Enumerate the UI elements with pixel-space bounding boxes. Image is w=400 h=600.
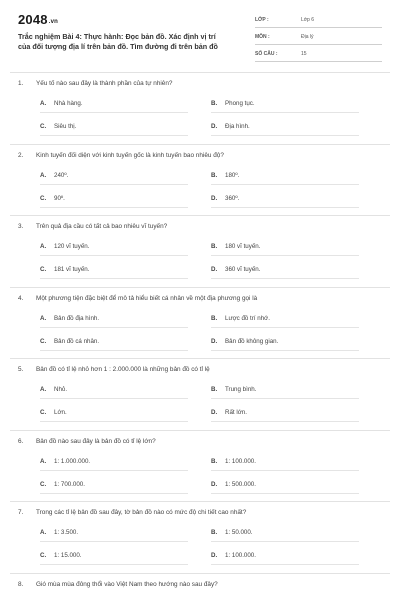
answer-option[interactable] xyxy=(211,338,278,345)
answer-option[interactable] xyxy=(40,386,67,393)
option-underline xyxy=(211,112,359,113)
answer-option[interactable] xyxy=(40,552,82,559)
answer-option[interactable] xyxy=(40,338,99,345)
answer-option[interactable] xyxy=(211,266,260,273)
option-text: 1: 1.000.000. xyxy=(54,457,91,465)
worksheet-meta xyxy=(255,14,382,65)
option-underline xyxy=(211,135,359,136)
option-letter: C. xyxy=(40,123,47,130)
option-underline xyxy=(211,184,359,185)
option-letter: A. xyxy=(40,171,47,179)
site-logo[interactable] xyxy=(18,12,58,27)
question-number: 2. xyxy=(18,151,24,159)
option-text: Trung bình. xyxy=(225,386,257,393)
option-text: 180 vĩ tuyến. xyxy=(225,243,261,250)
option-text: Bản đồ địa hình. xyxy=(54,314,100,322)
answer-option[interactable] xyxy=(40,481,85,488)
option-underline xyxy=(211,470,359,471)
question-divider xyxy=(10,287,390,288)
answer-option[interactable] xyxy=(211,409,247,416)
worksheet-title-line-1: Trắc nghiệm Bài 4: Thực hành: Đọc bản đồ. Xác định vị trí xyxy=(18,32,216,41)
question-divider xyxy=(10,144,390,145)
option-text: 1: 500.000. xyxy=(225,480,256,488)
option-letter: A. xyxy=(40,529,47,536)
option-text: Bản đồ cá nhân. xyxy=(54,337,100,345)
option-text: Rất lớn. xyxy=(225,409,247,416)
option-letter: A. xyxy=(40,243,47,250)
question-number: 8. xyxy=(18,580,24,588)
question-prompt: Yếu tố nào sau đây là thành phần của tự nhiên? xyxy=(36,80,173,87)
option-letter: A. xyxy=(40,457,47,465)
option-underline xyxy=(40,421,188,422)
meta-label: LỚP : xyxy=(255,17,269,23)
question-divider xyxy=(10,430,390,431)
option-letter: C. xyxy=(40,409,47,416)
option-text: Lớn. xyxy=(54,409,67,416)
option-letter: D. xyxy=(211,123,218,130)
answer-option[interactable] xyxy=(40,266,89,273)
option-letter: B. xyxy=(211,243,218,250)
answer-option[interactable] xyxy=(211,100,255,107)
option-letter: D. xyxy=(211,409,218,416)
question-text xyxy=(18,80,172,87)
option-text: 240º. xyxy=(54,171,69,179)
worksheet-title xyxy=(18,32,240,52)
option-text: 1: 15.000. xyxy=(54,552,82,559)
meta-row-subject xyxy=(255,31,382,45)
meta-row-question-count xyxy=(255,48,382,62)
meta-label: SỐ CÂU : xyxy=(255,51,278,57)
answer-option[interactable] xyxy=(211,552,256,559)
option-letter: C. xyxy=(40,266,47,273)
option-underline xyxy=(40,327,188,328)
question-prompt: Trong các tỉ lệ bản đồ sau đây, tờ bản đồ nào có mức độ chi tiết cao nhất? xyxy=(36,509,247,516)
option-letter: D. xyxy=(211,480,218,488)
logo-text: 2048 xyxy=(18,12,48,27)
option-text: 1: 50.000. xyxy=(225,529,253,536)
question-text xyxy=(18,152,224,159)
option-letter: A. xyxy=(40,314,47,322)
option-letter: B. xyxy=(211,529,218,536)
question-text xyxy=(18,581,218,588)
worksheet-header xyxy=(18,12,382,62)
option-underline xyxy=(40,541,188,542)
answer-option[interactable] xyxy=(40,315,99,322)
logo-suffix: .vn xyxy=(48,19,59,25)
option-underline xyxy=(40,278,188,279)
meta-label: MÔN : xyxy=(255,34,270,40)
question-divider xyxy=(10,358,390,359)
option-underline xyxy=(211,421,359,422)
question-number: 6. xyxy=(18,437,24,445)
option-letter: B. xyxy=(211,386,218,393)
question-text xyxy=(18,295,257,302)
option-text: 360 vĩ tuyến. xyxy=(225,266,261,273)
option-letter: A. xyxy=(40,100,47,107)
question-prompt: Gió mùa mùa đông thổi vào Việt Nam theo hướng nào sau đây? xyxy=(36,580,218,588)
option-text: 180º. xyxy=(225,171,240,179)
option-letter: C. xyxy=(40,194,47,202)
option-text: 360º. xyxy=(225,194,240,202)
answer-option[interactable] xyxy=(211,172,239,179)
question-prompt: Bản đồ nào sau đây là bản đồ có tỉ lệ lớn? xyxy=(36,437,156,445)
option-text: 181 vĩ tuyến. xyxy=(54,266,90,273)
answer-option[interactable] xyxy=(40,172,68,179)
option-underline xyxy=(40,564,188,565)
option-underline xyxy=(40,350,188,351)
answer-option[interactable] xyxy=(211,243,260,250)
option-underline xyxy=(40,135,188,136)
question-text xyxy=(18,509,246,516)
answer-option[interactable] xyxy=(40,123,76,130)
option-underline xyxy=(211,327,359,328)
option-letter: D. xyxy=(211,552,218,559)
option-letter: C. xyxy=(40,552,47,559)
answer-option[interactable] xyxy=(40,195,65,202)
question-text xyxy=(18,438,156,445)
option-text: 1: 100.000. xyxy=(225,457,256,465)
question-prompt: Bản đồ có tỉ lệ nhỏ hơn 1 : 2.000.000 là những bản đồ có tỉ lệ xyxy=(36,366,210,373)
question-prompt: Trên quả địa cầu có tất cả bao nhiêu vĩ tuyến? xyxy=(36,223,168,230)
question-number: 4. xyxy=(18,294,24,302)
option-text: 90º. xyxy=(54,194,65,202)
option-letter: B. xyxy=(211,100,218,107)
option-text: 120 vĩ tuyến. xyxy=(54,243,90,250)
option-text: Siêu thị. xyxy=(54,123,77,130)
question-divider xyxy=(10,215,390,216)
answer-option[interactable] xyxy=(40,529,78,536)
meta-row-class xyxy=(255,14,382,28)
option-text: 1: 100.000. xyxy=(225,552,256,559)
question-divider xyxy=(10,573,390,574)
option-text: Địa hình. xyxy=(225,123,250,130)
option-letter: D. xyxy=(211,194,218,202)
option-underline xyxy=(40,398,188,399)
option-underline xyxy=(40,255,188,256)
option-letter: B. xyxy=(211,457,218,465)
option-text: Bản đồ không gian. xyxy=(225,337,279,345)
question-divider xyxy=(10,72,390,73)
question-text xyxy=(18,223,167,230)
option-text: Lược đồ trí nhớ. xyxy=(225,314,270,322)
option-text: 1: 700.000. xyxy=(54,480,85,488)
question-number: 7. xyxy=(18,509,24,516)
meta-value: Địa lý xyxy=(301,34,314,40)
option-underline xyxy=(211,564,359,565)
answer-option[interactable] xyxy=(211,386,256,393)
question-number: 1. xyxy=(18,80,24,87)
option-underline xyxy=(211,493,359,494)
option-text: 1: 3.500. xyxy=(54,529,79,536)
question-prompt: Một phương tiện đặc biệt để mô tả hiểu biết cá nhân về một địa phương gọi là xyxy=(36,294,258,302)
option-text: Phong tục. xyxy=(225,100,255,107)
answer-option[interactable] xyxy=(211,529,253,536)
option-underline xyxy=(40,112,188,113)
answer-option[interactable] xyxy=(40,409,67,416)
option-underline xyxy=(211,541,359,542)
option-underline xyxy=(211,207,359,208)
question-divider xyxy=(10,501,390,502)
answer-option[interactable] xyxy=(211,481,256,488)
option-text: Nhỏ. xyxy=(54,386,68,393)
question-text xyxy=(18,366,210,373)
option-letter: B. xyxy=(211,171,218,179)
option-letter: D. xyxy=(211,337,218,345)
option-letter: C. xyxy=(40,480,47,488)
option-letter: C. xyxy=(40,337,47,345)
option-text: Nhà hàng. xyxy=(54,100,83,107)
question-prompt: Kinh tuyến đối diện với kinh tuyến gốc là kinh tuyến bao nhiêu độ? xyxy=(36,151,224,159)
option-underline xyxy=(211,278,359,279)
option-underline xyxy=(40,184,188,185)
option-underline xyxy=(40,207,188,208)
option-underline xyxy=(211,255,359,256)
answer-option[interactable] xyxy=(211,458,256,465)
option-underline xyxy=(40,470,188,471)
question-number: 5. xyxy=(18,366,24,373)
worksheet-title-line-2: của đối tượng địa lí trên bản đồ. Tìm đường đi trên bản đồ xyxy=(18,42,218,51)
answer-option[interactable] xyxy=(40,243,89,250)
option-underline xyxy=(211,398,359,399)
option-underline xyxy=(40,493,188,494)
option-underline xyxy=(211,350,359,351)
question-number: 3. xyxy=(18,223,24,230)
option-letter: A. xyxy=(40,386,47,393)
option-letter: D. xyxy=(211,266,218,273)
answer-option[interactable] xyxy=(211,123,250,130)
option-letter: B. xyxy=(211,314,218,322)
answer-option[interactable] xyxy=(40,100,83,107)
meta-value: 15 xyxy=(301,51,307,57)
answer-option[interactable] xyxy=(40,458,90,465)
meta-value: Lớp 6 xyxy=(301,17,315,23)
answer-option[interactable] xyxy=(211,315,270,322)
answer-option[interactable] xyxy=(211,195,239,202)
